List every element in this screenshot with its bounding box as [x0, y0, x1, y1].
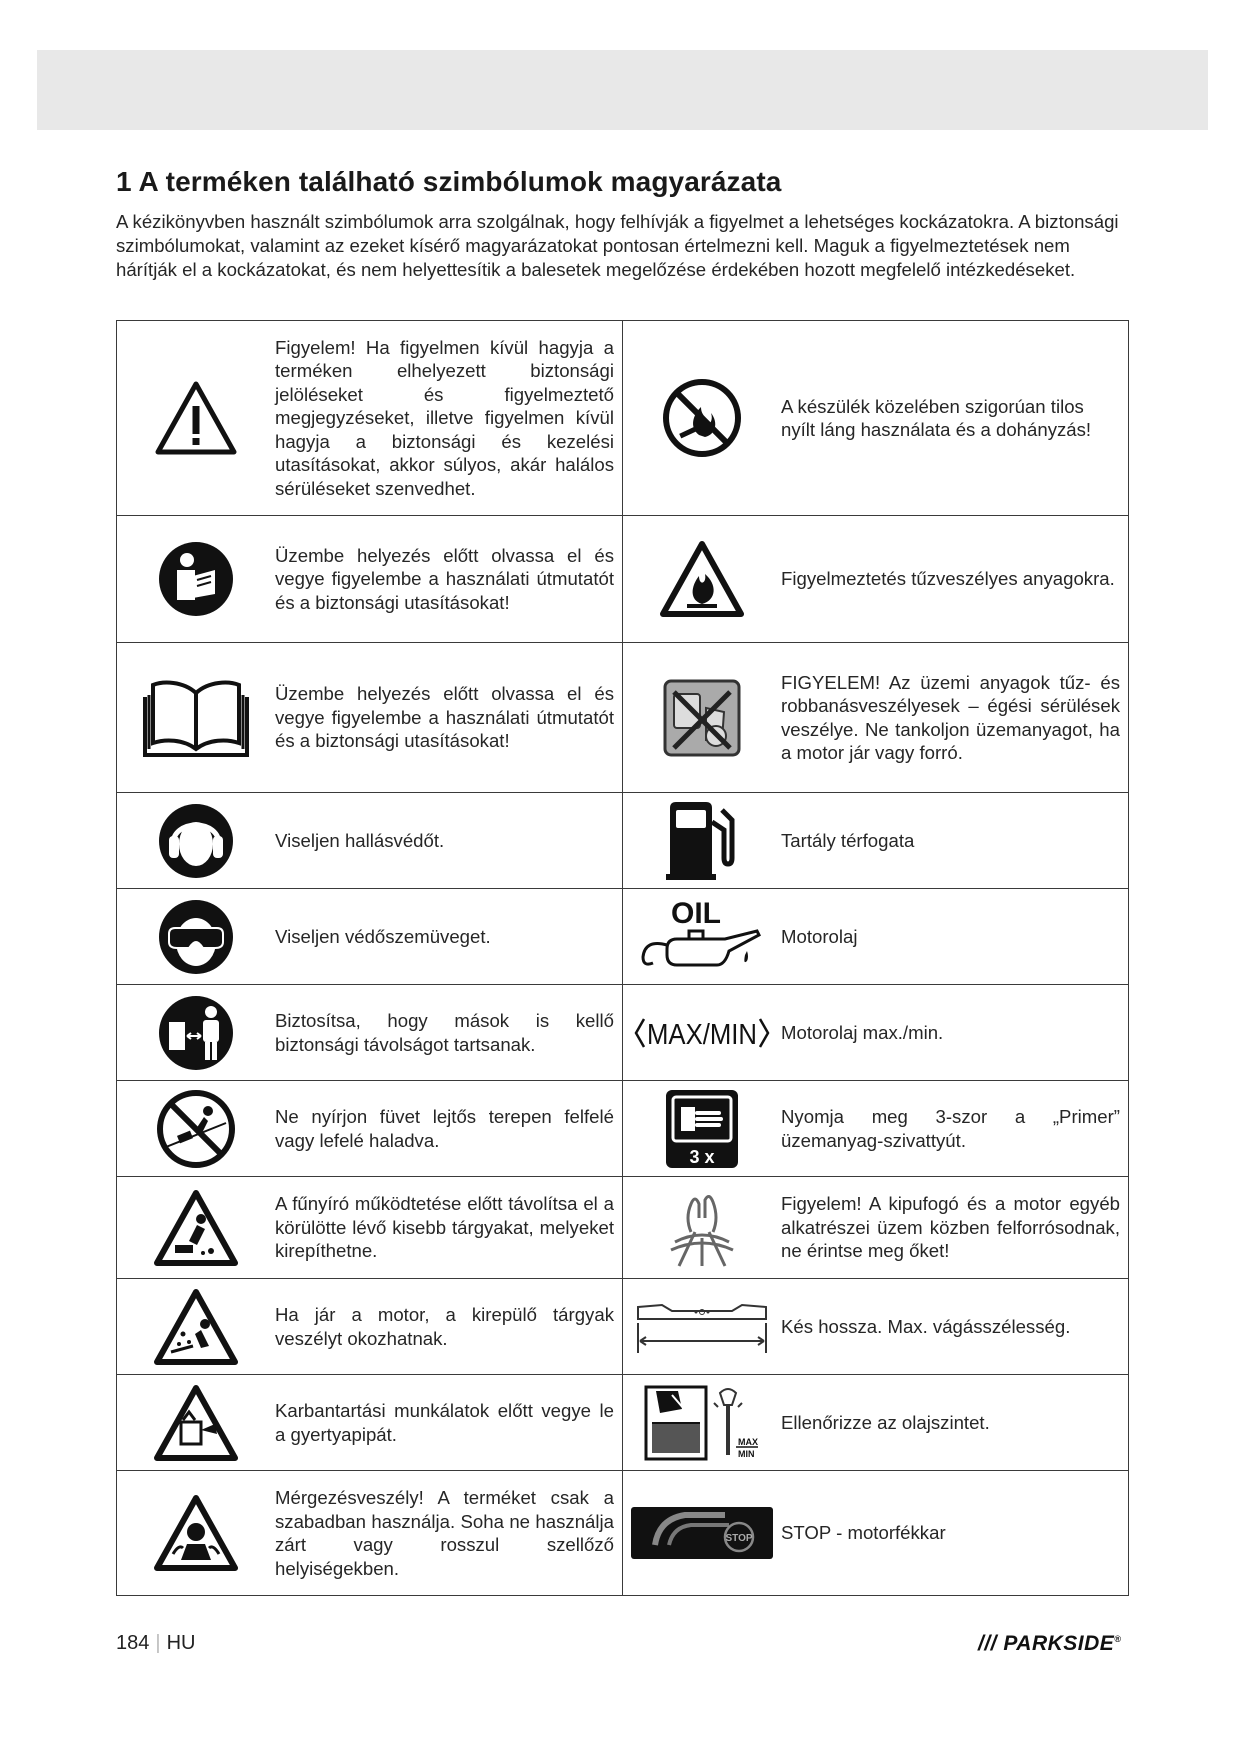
no-open-flame-icon [623, 377, 781, 459]
flammable-warning-icon [623, 540, 781, 618]
flying-objects-icon [117, 1288, 275, 1366]
primer-count-label: 3 x [689, 1146, 715, 1167]
language-code: HU [166, 1632, 196, 1654]
symbol-cell [117, 1279, 623, 1375]
table-row [117, 321, 1129, 516]
read-manual-icon [117, 540, 275, 618]
symbol-cell [623, 321, 1129, 516]
symbol-description: Motorolaj max./min. [781, 1021, 944, 1043]
symbol-description: Karbantartási munkálatok előtt vegye le a gyertyapipát. [275, 1400, 614, 1445]
oil-label: OIL [671, 896, 721, 930]
symbol-cell [117, 793, 623, 889]
max-min-icon [623, 1013, 781, 1053]
eye-protection-icon [117, 898, 275, 976]
symbol-description: Ha jár a motor, a kirepülő tárgyak veszélyt okozhatnak. [275, 1304, 614, 1349]
symbol-table [116, 320, 1129, 1596]
brand-name: /// PARKSIDE [978, 1632, 1115, 1655]
engine-brake-stop-icon [623, 1505, 781, 1561]
symbol-description: Figyelem! Ha figyelmen kívül hagyja a terméken elhelyezett biztonsági jelöléseket és figyelmeztető megjegyzéseket, illetve figyelmen kívül hagyja a biztonsági és kezelési utasításokat, akkor súlyos, akár halálos sérüléseket szenvedhet. [275, 336, 614, 499]
min-label: MIN [738, 1448, 755, 1459]
symbol-cell [623, 793, 1129, 889]
table-row [117, 1081, 1129, 1177]
stop-label: STOP [725, 1533, 753, 1544]
table-row [117, 985, 1129, 1081]
no-refuel-hot-engine-icon [623, 678, 781, 758]
symbol-description: Mérgezésveszély! A terméket csak a szabadban használja. Soha ne használja zárt vagy rosszul szellőző helyiségekben. [275, 1487, 614, 1579]
table-row [117, 1471, 1129, 1596]
symbol-description: Ellenőrizze az olajszintet. [781, 1411, 990, 1433]
symbol-description: Tartály térfogata [781, 829, 915, 851]
fuel-pump-icon [623, 800, 781, 882]
intro-paragraph: A kézikönyvben használt szimbólumok arra szolgálnak, hogy felhívják a figyelmet a lehetséges kockázatokra. A biztonsági szimbólumokat, valamint az ezeket kísérő magyarázatokat pontosan értelmezni kell. Maguk a figyelmeztetések nem hárítják el a kockázatokat, és nem helyettesítik a balesetek megelőzése érdekében hozott megfelelő intézkedéseket. [116, 211, 1119, 280]
symbol-description: Biztosítsa, hogy mások is kellő biztonsági távolságot tartsanak. [275, 1010, 614, 1055]
symbol-cell [623, 889, 1129, 985]
symbol-description: Figyelem! A kipufogó és a motor egyéb alkatrészei üzem közben felforrósodnak, ne érintse meg őket! [781, 1193, 1120, 1262]
symbol-cell [117, 1081, 623, 1177]
table-row [117, 1177, 1129, 1279]
brand-logo [978, 1632, 1121, 1656]
table-row [117, 1375, 1129, 1471]
symbol-cell [623, 1375, 1129, 1471]
brand-registered-mark: ® [1114, 1634, 1122, 1644]
symbol-cell [623, 1177, 1129, 1279]
table-row [117, 889, 1129, 985]
symbol-cell [117, 516, 623, 643]
spark-plug-maintenance-icon [117, 1384, 275, 1462]
max-min-label: MAX/MIN [647, 1018, 757, 1051]
symbol-cell [623, 643, 1129, 793]
symbol-cell [623, 1279, 1129, 1375]
symbol-cell [623, 516, 1129, 643]
symbol-description: Nyomja meg 3-szor a „Primer” üzemanyag-szivattyút. [781, 1106, 1120, 1151]
section-title: 1 A terméken található szimbólumok magyarázata [116, 166, 782, 197]
blade-length-icon [623, 1297, 781, 1357]
no-slope-mowing-icon [117, 1089, 275, 1169]
symbol-description: Viseljen védőszemüveget. [275, 925, 491, 947]
hot-surface-icon [623, 1188, 781, 1268]
table-row [117, 516, 1129, 643]
safe-distance-icon [117, 994, 275, 1072]
remove-objects-icon [117, 1189, 275, 1267]
symbol-description: STOP - motorfékkar [781, 1522, 946, 1544]
symbol-description: A készülék közelében szigorúan tilos nyílt láng használata és a dohányzás! [781, 395, 1092, 440]
table-row [117, 643, 1129, 793]
page-number: 184 [116, 1632, 150, 1654]
symbol-description: A fűnyíró működtetése előtt távolítsa el a körülötte lévő kisebb tárgyakat, melyeket kirepíthetne. [275, 1193, 614, 1262]
symbol-cell [623, 1471, 1129, 1596]
symbol-description: Kés hossza. Max. vágásszélesség. [781, 1315, 1071, 1337]
symbol-cell [117, 1375, 623, 1471]
ear-protection-icon [117, 802, 275, 880]
symbol-description: Figyelmeztetés tűzveszélyes anyagokra. [781, 568, 1115, 590]
table-row [117, 1279, 1129, 1375]
symbol-cell [623, 985, 1129, 1081]
symbol-cell [117, 1177, 623, 1279]
symbol-cell [117, 889, 623, 985]
max-label: MAX [738, 1436, 758, 1447]
symbol-cell [623, 1081, 1129, 1177]
table-row [117, 793, 1129, 889]
primer-press-icon [623, 1087, 781, 1171]
symbol-description: Viseljen hallásvédőt. [275, 829, 445, 851]
header-band [37, 50, 1208, 130]
symbol-description: Ne nyírjon füvet lejtős terepen felfelé vagy lefelé haladva. [275, 1106, 614, 1151]
symbol-cell [117, 643, 623, 793]
symbol-description: Üzembe helyezés előtt olvassa el és vegye figyelembe a használati útmutatót és a biztonsági utasításokat! [275, 683, 614, 752]
symbol-description: FIGYELEM! Az üzemi anyagok tűz- és robbanásveszélyesek – égési sérülések veszélye. Ne tankoljon üzemanyagot, ha a motor jár vagy forró. [781, 671, 1120, 763]
symbol-cell [117, 321, 623, 516]
oil-can-icon [623, 895, 781, 979]
footer-separator: | [155, 1632, 161, 1654]
warning-triangle-icon [117, 380, 275, 456]
page-footer [116, 1632, 195, 1655]
open-book-icon [117, 675, 275, 761]
symbol-cell [117, 1471, 623, 1596]
oil-level-check-icon [623, 1383, 781, 1463]
symbol-description: Üzembe helyezés előtt olvassa el és vegye figyelembe a használati útmutatót és a biztonsági utasításokat! [275, 544, 614, 613]
symbol-cell [117, 985, 623, 1081]
poisoning-hazard-icon [117, 1494, 275, 1572]
symbol-description: Motorolaj [781, 925, 858, 947]
